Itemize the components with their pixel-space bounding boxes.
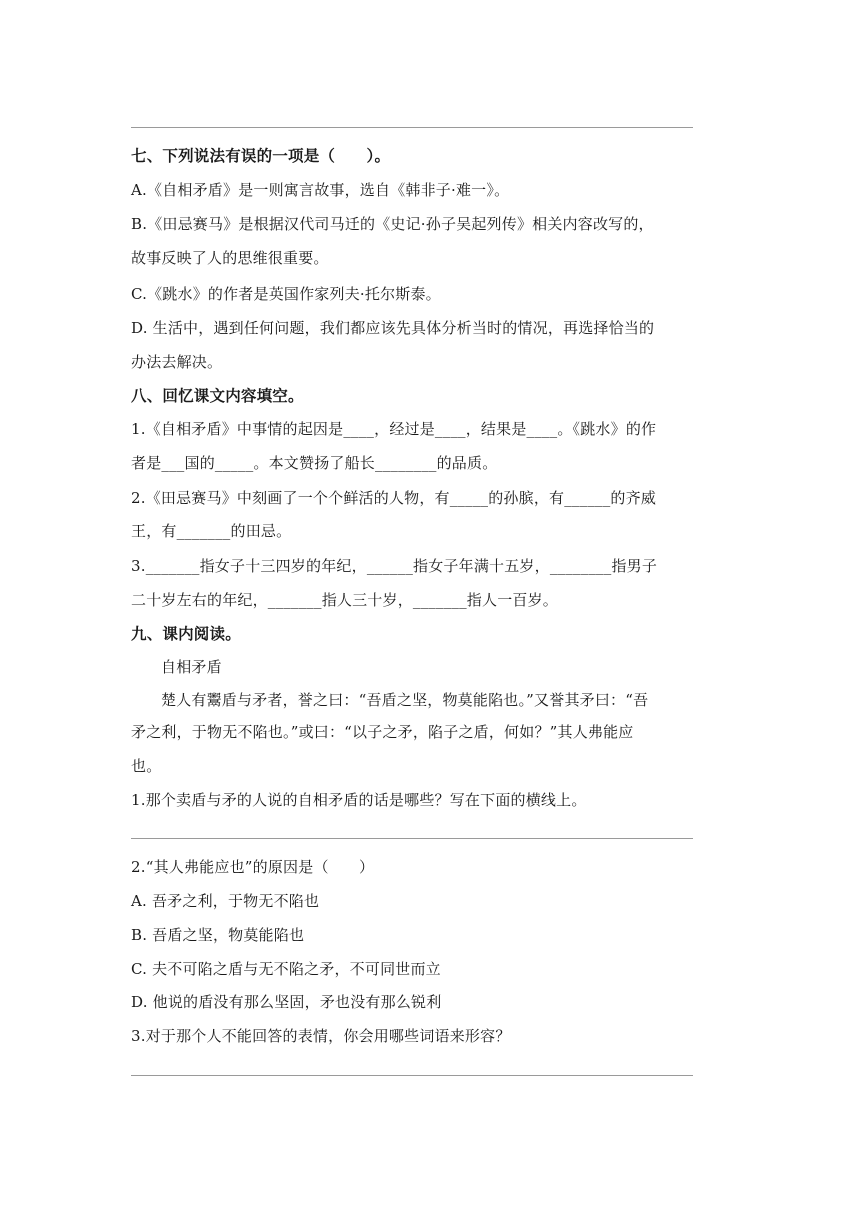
q9-sub3: 3.对于那个人不能回答的表情，你会用哪些词语来形容？ <box>131 1027 511 1045</box>
answer-line-top <box>131 127 693 128</box>
q9-sub2-option-c: C. 夫不可陷之盾与无不陷之矛，不可同世而立 <box>131 960 441 978</box>
q8-heading: 八、回忆课文内容填空。 <box>131 386 304 405</box>
q9-sub2-option-a: A. 吾矛之利，于物无不陷也 <box>131 892 320 910</box>
q8-item3-line2: 二十岁左右的年纪，_______指人三十岁，_______指人一百岁。 <box>131 591 559 609</box>
passage-line3: 也。 <box>131 757 162 775</box>
q9-heading: 九、课内阅读。 <box>131 624 241 643</box>
q7-option-d-line2: 办法去解决。 <box>131 353 223 371</box>
q8-item2-line1: 2.《田忌赛马》中刻画了一个个鲜活的人物，有_____的孙膑，有______的齐威 <box>131 489 657 507</box>
q8-item1-line2: 者是___国的_____。本文赞扬了船长________的品质。 <box>131 454 498 472</box>
q8-item2-line2: 王，有_______的田忌。 <box>131 522 292 540</box>
answer-line-2 <box>131 1075 693 1076</box>
q9-sub2-option-b: B. 吾盾之坚，物莫能陷也 <box>131 926 305 944</box>
q8-item1-line1: 1.《自相矛盾》中事情的起因是____，经过是____，结果是____。《跳水》的作 <box>131 420 657 438</box>
q7-option-c: C.《跳水》的作者是英国作家列夫·托尔斯泰。 <box>131 285 441 303</box>
passage-line1: 楚人有鬻盾与矛者，誉之曰：“吾盾之坚，物莫能陷也。”又誉其矛曰：“吾 <box>161 691 649 709</box>
q7-option-b-line2: 故事反映了人的思维很重要。 <box>131 249 329 267</box>
q7-option-d-line1: D. 生活中，遇到任何问题，我们都应该先具体分析当时的情况，再选择恰当的 <box>131 319 655 337</box>
q7-option-b-line1: B.《田忌赛马》是根据汉代司马迁的《史记·孙子吴起列传》相关内容改写的， <box>131 215 654 233</box>
passage-title: 自相矛盾 <box>161 658 222 676</box>
q7-option-a: A.《自相矛盾》是一则寓言故事，选自《韩非子·难一》。 <box>131 181 510 199</box>
answer-line-1 <box>131 838 693 839</box>
passage-line2: 矛之利，于物无不陷也。”或曰：“以子之矛，陷子之盾，何如？”其人弗能应 <box>131 723 634 741</box>
q9-sub2-option-d: D. 他说的盾没有那么坚固，矛也没有那么锐利 <box>131 993 442 1011</box>
q8-item3-line1: 3._______指女子十三四岁的年纪，______指女子年满十五岁，________指男子 <box>131 557 658 575</box>
q9-sub1: 1.那个卖盾与矛的人说的自相矛盾的话是哪些？写在下面的横线上。 <box>131 791 587 809</box>
q7-heading: 七、下列说法有误的一项是（ ）。 <box>131 146 391 165</box>
q9-sub2: 2.“其人弗能应也”的原因是（ ） <box>131 858 375 876</box>
